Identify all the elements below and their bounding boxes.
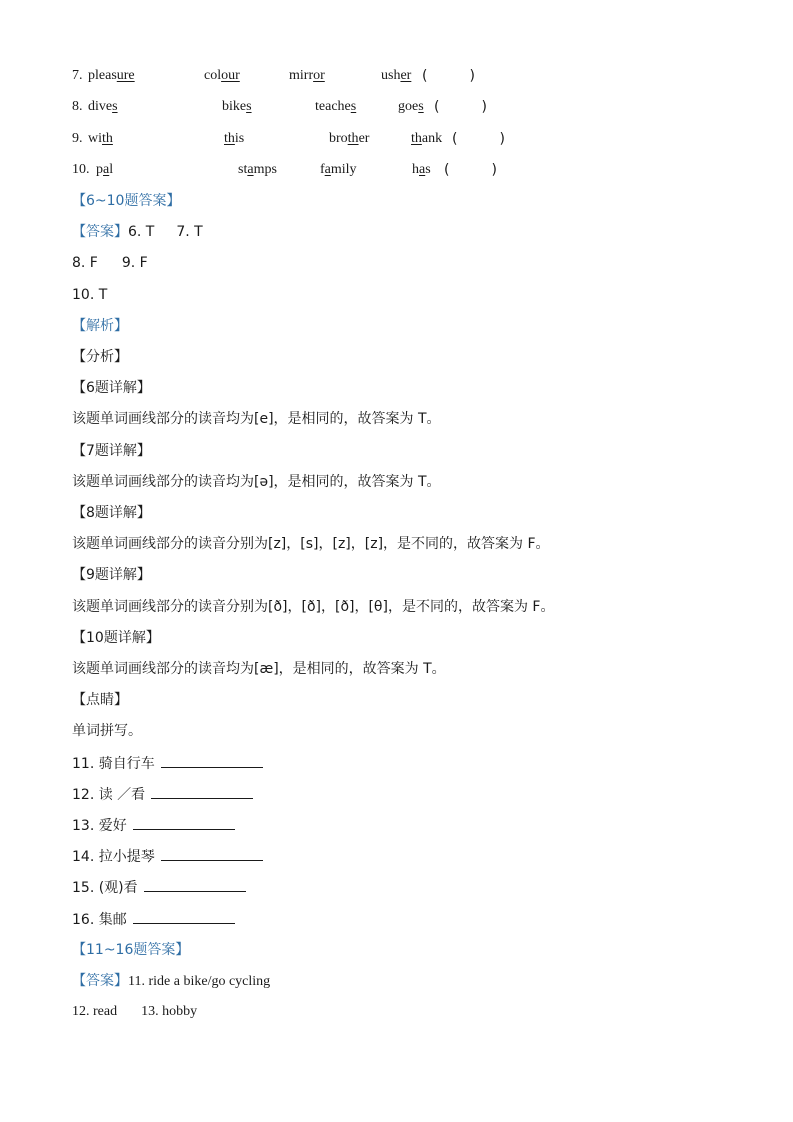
answer-paren: ( ) — [422, 68, 475, 84]
detail-title-7: 【7题详解】 — [72, 443, 151, 459]
answer-paren: ( ) — [434, 99, 487, 115]
word-mirror: mirror — [289, 68, 325, 83]
word-stamps: stamps — [238, 162, 277, 177]
spelling-question-14: 14. 拉小提琴 — [72, 846, 263, 867]
answer-paren: ( ) — [444, 162, 497, 178]
word-thank: thank — [411, 131, 443, 146]
spelling-title: 单词拼写。 — [72, 723, 142, 739]
word-pleasure: pleasure — [88, 68, 135, 83]
word-dives: dives — [88, 99, 118, 114]
answer-blank[interactable] — [133, 815, 235, 830]
dianjing-header: 【点睛】 — [72, 692, 128, 708]
detail-title-6: 【6题详解】 — [72, 380, 151, 396]
question-number: 8. — [72, 99, 83, 114]
section-header-6-10: 【6~10题答案】 — [72, 193, 181, 209]
question-number: 7. — [72, 68, 83, 83]
detail-text-6: 该题单词画线部分的读音均为[e]，是相同的，故答案为 T。 — [72, 411, 441, 427]
word-family: family — [320, 162, 357, 177]
word-this: this — [224, 131, 245, 146]
answer-12: 12. read — [72, 1004, 118, 1019]
word-teaches: teaches — [315, 99, 357, 114]
answer-11: 11. ride a bike/go cycling — [128, 974, 271, 989]
answer-7: 7. T — [176, 224, 203, 240]
answer-line-12-13 — [72, 1002, 197, 1022]
detail-text-9: 该题单词画线部分的读音分别为[ð]，[ð]，[ð]，[θ]，是不同的，故答案为 F。 — [72, 599, 555, 615]
answer-blank[interactable] — [151, 784, 253, 799]
answer-blank[interactable] — [133, 909, 235, 924]
answer-10: 10. T — [72, 287, 108, 303]
answer-6: 6. T — [128, 224, 155, 240]
answer-line-2 — [72, 253, 148, 273]
spelling-question-13: 13. 爱好 — [72, 815, 235, 836]
word-brother: brother — [329, 131, 370, 146]
detail-text-8: 该题单词画线部分的读音分别为[z]，[s]，[z]，[z]，是不同的，故答案为 F。 — [72, 536, 550, 552]
answer-blank[interactable] — [144, 877, 246, 892]
detail-text-7: 该题单词画线部分的读音均为[ə]，是相同的，故答案为 T。 — [72, 474, 441, 490]
detail-title-8: 【8题详解】 — [72, 505, 151, 521]
question-number: 9. — [72, 131, 83, 146]
word-pal: pal — [96, 162, 114, 177]
section-header-11-16: 【11~16题答案】 — [72, 942, 190, 958]
answer-line-11 — [72, 971, 270, 992]
answer-blank[interactable] — [161, 846, 263, 861]
detail-title-9: 【9题详解】 — [72, 567, 151, 583]
answer-13: 13. hobby — [141, 1004, 198, 1019]
answer-label: 【答案】 — [72, 973, 128, 989]
answer-9: 9. F — [121, 255, 148, 271]
word-with: with — [88, 131, 113, 146]
detail-title-10: 【10题详解】 — [72, 630, 160, 646]
spelling-question-16: 16. 集邮 — [72, 909, 235, 930]
analysis-header: 【解析】 — [72, 318, 128, 334]
spelling-question-11: 11. 骑自行车 — [72, 753, 263, 774]
question-number: 10. — [72, 162, 90, 177]
word-usher: usher — [381, 68, 412, 83]
answer-label: 【答案】 — [72, 224, 128, 240]
detail-text-10: 该题单词画线部分的读音均为[æ]，是相同的，故答案为 T。 — [72, 661, 446, 677]
answer-8: 8. F — [72, 255, 98, 271]
word-goes: goes — [398, 99, 424, 114]
spelling-question-12: 12. 读 ／看 — [72, 784, 253, 805]
answer-paren: ( ) — [452, 131, 505, 147]
answer-line-1 — [72, 222, 203, 243]
word-has: has — [412, 162, 431, 177]
fenxi-header: 【分析】 — [72, 349, 128, 365]
answer-blank[interactable] — [161, 753, 263, 768]
word-colour: colour — [204, 68, 240, 83]
spelling-question-15: 15. (观)看 — [72, 877, 246, 898]
word-bikes: bikes — [222, 99, 252, 114]
